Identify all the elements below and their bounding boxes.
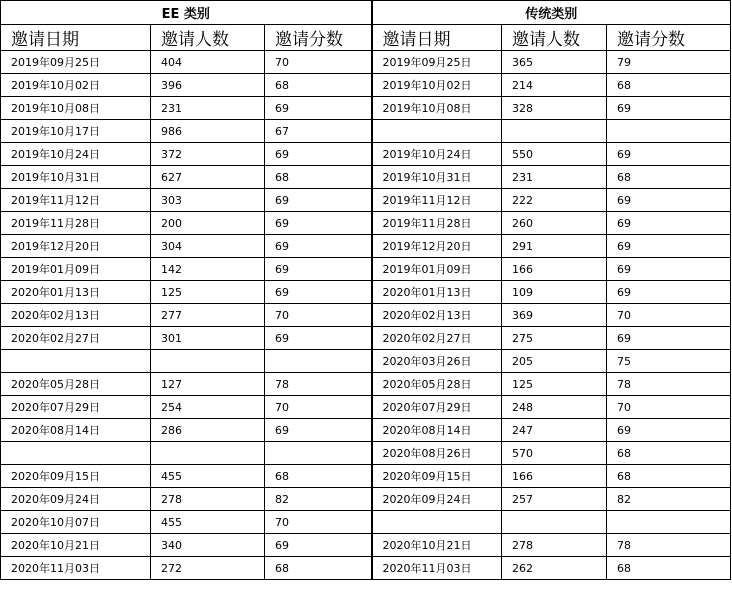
table-row (1, 304, 731, 327)
table-row (1, 74, 731, 97)
ee-date-cell: 2019年11月12日 (1, 189, 151, 212)
column-header-ee-count: 邀请人数 (151, 25, 265, 51)
ee-score-cell: 68 (265, 465, 372, 488)
column-header-traditional-count: 邀请人数 (502, 25, 607, 51)
traditional-date-cell: 2019年12月20日 (372, 235, 502, 258)
group-header-row (1, 1, 731, 25)
ee-score-cell: 70 (265, 396, 372, 419)
ee-date-cell: 2020年01月13日 (1, 281, 151, 304)
traditional-date-cell: 2020年01月13日 (372, 281, 502, 304)
ee-count-cell: 304 (151, 235, 265, 258)
traditional-score-cell: 69 (607, 258, 731, 281)
traditional-count-cell: 291 (502, 235, 607, 258)
table-row (1, 350, 731, 373)
traditional-count-cell: 166 (502, 258, 607, 281)
ee-score-cell: 69 (265, 235, 372, 258)
ee-count-cell: 200 (151, 212, 265, 235)
traditional-score-cell: 78 (607, 373, 731, 396)
traditional-count-cell: 166 (502, 465, 607, 488)
table-row (1, 281, 731, 304)
table-row (1, 51, 731, 74)
traditional-score-cell: 69 (607, 97, 731, 120)
traditional-count-cell: 248 (502, 396, 607, 419)
ee-date-cell (1, 442, 151, 465)
traditional-count-cell: 247 (502, 419, 607, 442)
ee-date-cell: 2019年11月28日 (1, 212, 151, 235)
traditional-count-cell: 365 (502, 51, 607, 74)
traditional-score-cell: 75 (607, 350, 731, 373)
ee-date-cell (1, 350, 151, 373)
ee-count-cell: 142 (151, 258, 265, 281)
ee-count-cell: 455 (151, 465, 265, 488)
traditional-date-cell: 2019年01月09日 (372, 258, 502, 281)
traditional-date-cell: 2020年09月15日 (372, 465, 502, 488)
traditional-count-cell: 570 (502, 442, 607, 465)
ee-count-cell: 301 (151, 327, 265, 350)
table-row (1, 511, 731, 534)
table-row (1, 258, 731, 281)
ee-score-cell (265, 350, 372, 373)
table-row (1, 465, 731, 488)
ee-count-cell: 303 (151, 189, 265, 212)
table-row (1, 212, 731, 235)
ee-date-cell: 2019年10月08日 (1, 97, 151, 120)
traditional-date-cell: 2019年11月12日 (372, 189, 502, 212)
traditional-score-cell: 78 (607, 534, 731, 557)
table-row (1, 143, 731, 166)
ee-count-cell: 627 (151, 166, 265, 189)
traditional-date-cell: 2020年08月14日 (372, 419, 502, 442)
table-row (1, 327, 731, 350)
traditional-date-cell: 2020年11月03日 (372, 557, 502, 580)
group-header-traditional: 传统类别 (372, 1, 731, 25)
ee-score-cell: 69 (265, 419, 372, 442)
traditional-score-cell: 70 (607, 304, 731, 327)
ee-score-cell: 68 (265, 557, 372, 580)
ee-date-cell: 2020年09月15日 (1, 465, 151, 488)
traditional-score-cell: 68 (607, 465, 731, 488)
ee-score-cell: 67 (265, 120, 372, 143)
ee-score-cell: 70 (265, 304, 372, 327)
ee-count-cell: 254 (151, 396, 265, 419)
ee-count-cell: 272 (151, 557, 265, 580)
ee-count-cell: 277 (151, 304, 265, 327)
traditional-score-cell: 69 (607, 419, 731, 442)
ee-score-cell: 69 (265, 281, 372, 304)
traditional-date-cell: 2020年05月28日 (372, 373, 502, 396)
traditional-score-cell: 82 (607, 488, 731, 511)
ee-date-cell: 2019年10月17日 (1, 120, 151, 143)
ee-count-cell (151, 442, 265, 465)
traditional-count-cell: 328 (502, 97, 607, 120)
traditional-score-cell: 79 (607, 51, 731, 74)
table-row (1, 557, 731, 580)
table-row (1, 442, 731, 465)
table-row (1, 235, 731, 258)
traditional-score-cell: 68 (607, 557, 731, 580)
ee-score-cell: 69 (265, 534, 372, 557)
traditional-date-cell: 2019年09月25日 (372, 51, 502, 74)
ee-date-cell: 2019年12月20日 (1, 235, 151, 258)
traditional-count-cell: 222 (502, 189, 607, 212)
traditional-score-cell: 69 (607, 235, 731, 258)
traditional-score-cell: 69 (607, 143, 731, 166)
ee-count-cell: 404 (151, 51, 265, 74)
traditional-date-cell: 2020年08月26日 (372, 442, 502, 465)
ee-date-cell: 2020年07月29日 (1, 396, 151, 419)
traditional-count-cell (502, 120, 607, 143)
table-row (1, 488, 731, 511)
table-row (1, 373, 731, 396)
group-header-ee: EE 类别 (1, 1, 372, 25)
traditional-count-cell: 369 (502, 304, 607, 327)
traditional-count-cell: 278 (502, 534, 607, 557)
ee-date-cell: 2019年10月24日 (1, 143, 151, 166)
traditional-date-cell: 2019年10月08日 (372, 97, 502, 120)
ee-date-cell: 2020年11月03日 (1, 557, 151, 580)
ee-count-cell: 127 (151, 373, 265, 396)
ee-score-cell: 70 (265, 511, 372, 534)
traditional-count-cell: 550 (502, 143, 607, 166)
ee-date-cell: 2020年10月21日 (1, 534, 151, 557)
traditional-count-cell: 231 (502, 166, 607, 189)
traditional-count-cell: 214 (502, 74, 607, 97)
traditional-count-cell: 205 (502, 350, 607, 373)
traditional-count-cell: 275 (502, 327, 607, 350)
ee-score-cell: 68 (265, 166, 372, 189)
traditional-score-cell: 69 (607, 327, 731, 350)
traditional-count-cell: 109 (502, 281, 607, 304)
ee-date-cell: 2020年10月07日 (1, 511, 151, 534)
traditional-score-cell: 68 (607, 74, 731, 97)
ee-score-cell: 69 (265, 97, 372, 120)
traditional-score-cell (607, 120, 731, 143)
ee-count-cell: 986 (151, 120, 265, 143)
ee-score-cell: 69 (265, 189, 372, 212)
ee-count-cell: 231 (151, 97, 265, 120)
ee-date-cell: 2019年09月25日 (1, 51, 151, 74)
column-header-row (1, 25, 731, 51)
column-header-ee-score: 邀请分数 (265, 25, 372, 51)
ee-score-cell: 78 (265, 373, 372, 396)
ee-date-cell: 2019年10月02日 (1, 74, 151, 97)
ee-count-cell: 340 (151, 534, 265, 557)
ee-date-cell: 2019年01月09日 (1, 258, 151, 281)
traditional-score-cell: 69 (607, 212, 731, 235)
traditional-date-cell: 2019年10月02日 (372, 74, 502, 97)
traditional-date-cell: 2020年10月21日 (372, 534, 502, 557)
ee-count-cell: 396 (151, 74, 265, 97)
traditional-count-cell: 260 (502, 212, 607, 235)
traditional-date-cell: 2020年02月27日 (372, 327, 502, 350)
ee-score-cell: 69 (265, 258, 372, 281)
table-row (1, 120, 731, 143)
table-row (1, 534, 731, 557)
traditional-score-cell: 70 (607, 396, 731, 419)
ee-score-cell (265, 442, 372, 465)
traditional-date-cell: 2019年10月24日 (372, 143, 502, 166)
ee-count-cell: 125 (151, 281, 265, 304)
traditional-date-cell: 2020年09月24日 (372, 488, 502, 511)
traditional-date-cell: 2020年07月29日 (372, 396, 502, 419)
table-row (1, 396, 731, 419)
traditional-date-cell (372, 120, 502, 143)
table-row (1, 166, 731, 189)
ee-count-cell: 455 (151, 511, 265, 534)
traditional-date-cell (372, 511, 502, 534)
traditional-score-cell: 69 (607, 281, 731, 304)
ee-count-cell (151, 350, 265, 373)
traditional-count-cell: 257 (502, 488, 607, 511)
traditional-date-cell: 2019年10月31日 (372, 166, 502, 189)
table-row (1, 189, 731, 212)
ee-date-cell: 2020年02月13日 (1, 304, 151, 327)
column-header-ee-date: 邀请日期 (1, 25, 151, 51)
ee-date-cell: 2020年09月24日 (1, 488, 151, 511)
ee-score-cell: 82 (265, 488, 372, 511)
column-header-traditional-score: 邀请分数 (607, 25, 731, 51)
traditional-count-cell: 125 (502, 373, 607, 396)
ee-count-cell: 286 (151, 419, 265, 442)
traditional-score-cell: 68 (607, 442, 731, 465)
table-body (1, 51, 731, 580)
ee-score-cell: 69 (265, 143, 372, 166)
table-row (1, 97, 731, 120)
ee-score-cell: 70 (265, 51, 372, 74)
ee-count-cell: 278 (151, 488, 265, 511)
ee-score-cell: 69 (265, 327, 372, 350)
ee-date-cell: 2020年08月14日 (1, 419, 151, 442)
table-row (1, 419, 731, 442)
ee-date-cell: 2020年02月27日 (1, 327, 151, 350)
column-header-traditional-date: 邀请日期 (372, 25, 502, 51)
traditional-score-cell: 69 (607, 189, 731, 212)
ee-count-cell: 372 (151, 143, 265, 166)
traditional-count-cell: 262 (502, 557, 607, 580)
ee-score-cell: 68 (265, 74, 372, 97)
ee-date-cell: 2019年10月31日 (1, 166, 151, 189)
traditional-date-cell: 2020年03月26日 (372, 350, 502, 373)
traditional-count-cell (502, 511, 607, 534)
traditional-date-cell: 2020年02月13日 (372, 304, 502, 327)
ee-score-cell: 69 (265, 212, 372, 235)
traditional-score-cell (607, 511, 731, 534)
traditional-score-cell: 68 (607, 166, 731, 189)
ee-date-cell: 2020年05月28日 (1, 373, 151, 396)
traditional-date-cell: 2019年11月28日 (372, 212, 502, 235)
